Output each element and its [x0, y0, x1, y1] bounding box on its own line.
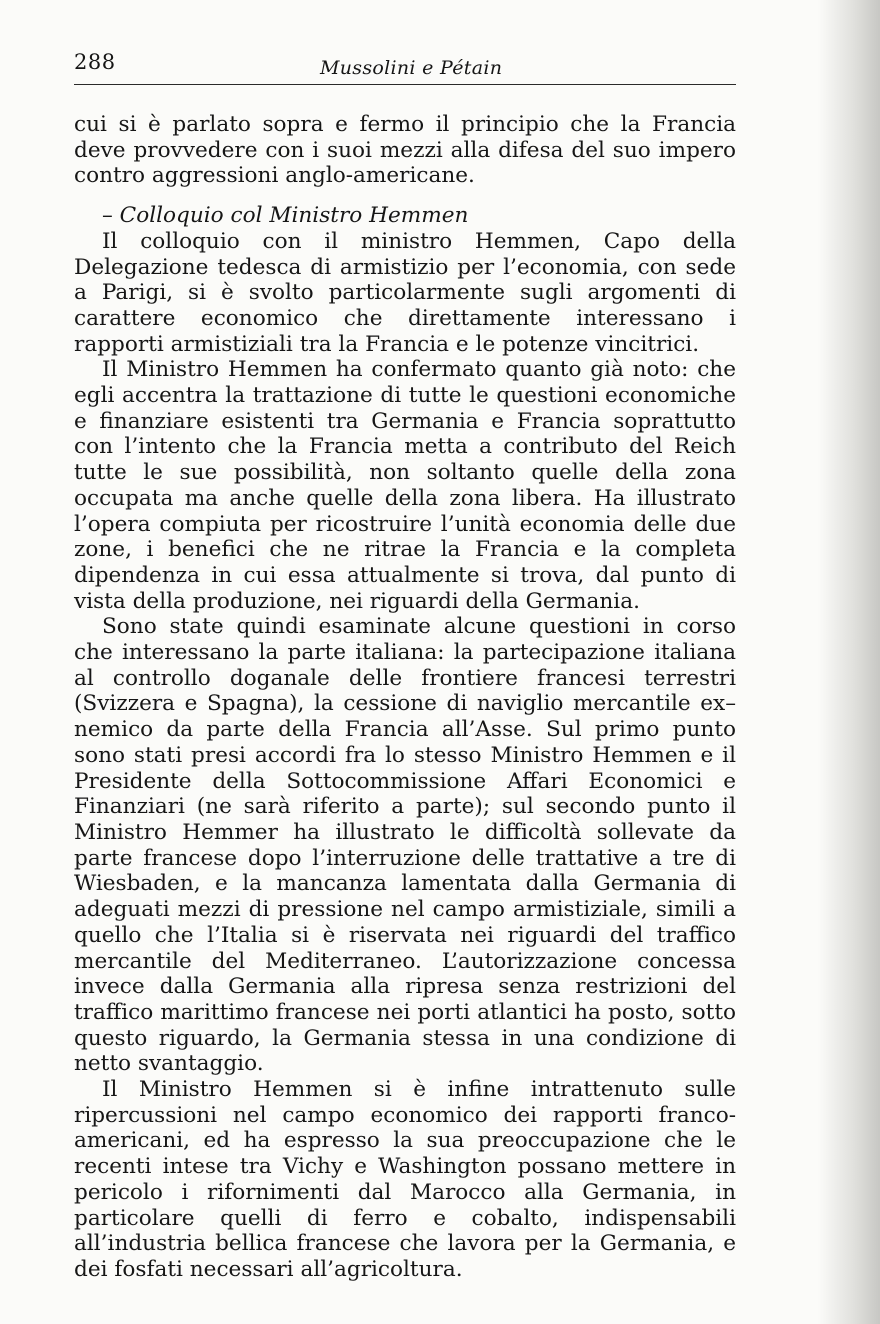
paragraph-ripercussioni: Il Ministro Hemmen si è infine intrattenuto sulle ripercussioni nel campo economico dei rapporti franco-americani, ed ha espresso la sua preoccupazione che le recenti intese tra Vichy e Washington possano mettere in pericolo i rifornimenti dal Marocco alla Germania, in particolare quelli di ferro e cobalto, indispensabili all’industria bellica francese che lavora per la Germania, e dei fosfati necessari all’agricoltura. [74, 1077, 736, 1282]
section-spacer [74, 189, 736, 203]
page-edge-shadow [818, 0, 880, 1324]
body-text [74, 112, 736, 1283]
intro-paragraph: cui si è parlato sopra e fermo il principio che la Francia deve provvedere con i suoi mezzi alla difesa del suo impero contro aggressioni anglo-americane. [74, 112, 736, 189]
page-header [74, 50, 736, 85]
section-heading [74, 203, 736, 229]
paragraph-confermato: Il Ministro Hemmen ha confermato quanto già noto: che egli accentra la trattazione di tutte le questioni economiche e finanziare esistenti tra Germania e Francia soprattutto con l’intento che la Francia metta a contributo del Reich tutte le sue possibilità, non soltanto quelle della zona occupata ma anche quelle della zona libera. Ha illustrato l’opera compiuta per ricostruire l’unità economia delle due zone, i benefici che ne ritrae la Francia e la completa dipendenza in cui essa attualmente si trova, dal punto di vista della produzione, nei riguardi della Germania. [74, 357, 736, 614]
section-heading-dash: – [102, 203, 120, 229]
running-title: Mussolini e Pétain [320, 57, 503, 79]
paragraph-colloquio: Il colloquio con il ministro Hemmen, Capo della Delegazione tedesca di armistizio per l’economia, con sede a Parigi, si è svolto particolarmente sugli argomenti di carattere economico che direttamente interessano i rapporti armistiziali tra la Francia e le potenze vincitrici. [74, 228, 736, 357]
page-number: 288 [74, 50, 116, 74]
section-heading-title: Colloquio col Ministro Hemmen [119, 203, 469, 229]
paragraph-questioni: Sono state quindi esaminate alcune questioni in corso che interessano la parte italiana: la partecipazione italiana al controllo doganale delle frontiere francesi terrestri (Svizzera e Spagna), la cessione di naviglio mercantile ex–nemico da parte della Francia all’Asse. Sul primo punto sono stati presi accordi fra lo stesso Ministro Hemmen e il Presidente della Sottocommissione Affari Economici e Finanziari (ne sarà riferito a parte); sul secondo punto il Ministro Hemmer ha illustrato le difficoltà sollevate da parte francese dopo l’interruzione delle trattative a tre di Wiesbaden, e la mancanza lamentata dalla Germania di adeguati mezzi di pressione nel campo armistiziale, simili a quello che l’Italia si è riservata nei riguardi del traffico mercantile del Mediterraneo. L’autorizzazione concessa invece dalla Germania alla ripresa senza restrizioni del traffico marittimo francese nei porti atlantici ha posto, sotto questo riguardo, la Germania stessa in una condizione di netto svantaggio. [74, 614, 736, 1077]
